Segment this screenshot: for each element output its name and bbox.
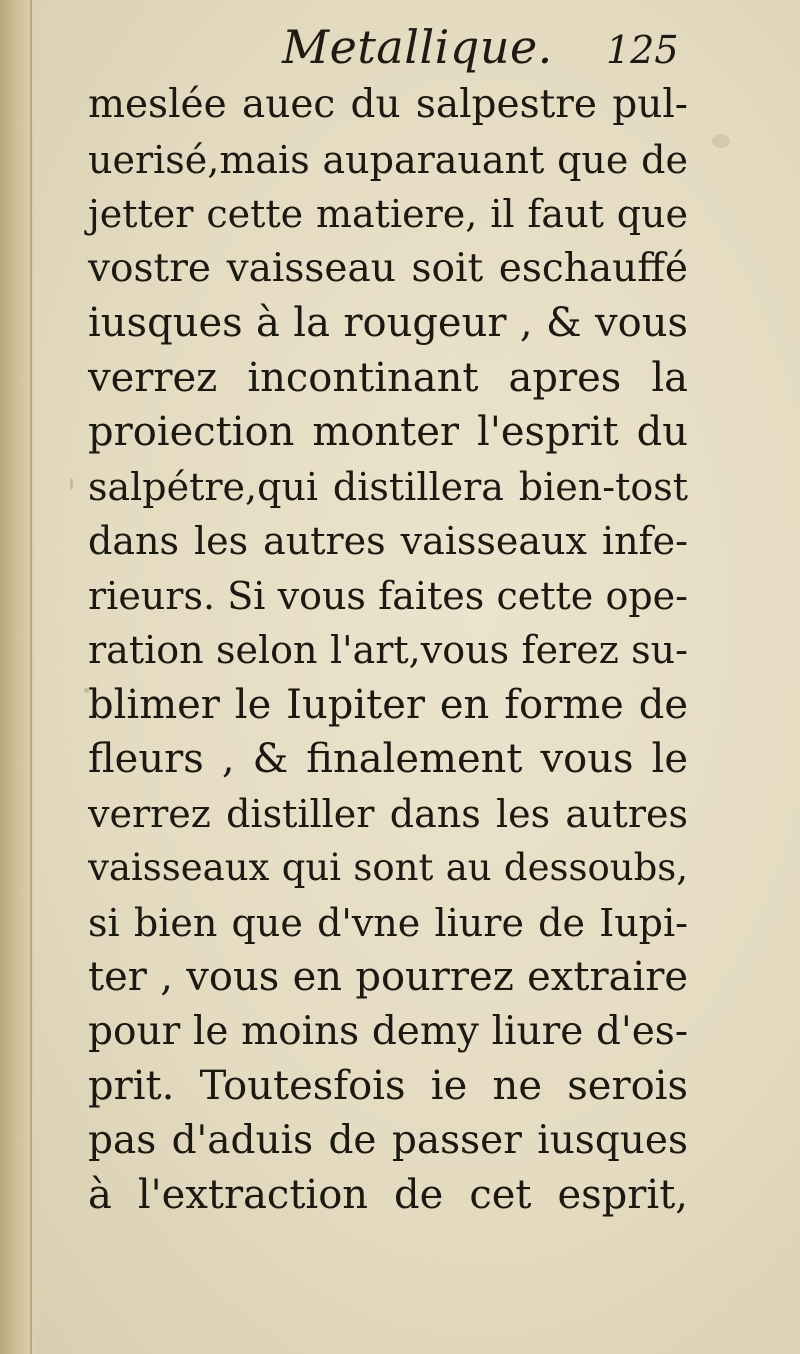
paper-speck xyxy=(84,688,89,693)
text-line: salpétre,qui distillera bien-tost xyxy=(88,464,688,509)
text-line: meslée auec du salpestre pul- xyxy=(88,82,688,127)
text-line: iusques à la rougeur , & vous xyxy=(88,300,688,346)
text-line: pour le moins demy liure d'es- xyxy=(88,1008,688,1054)
paper-speck xyxy=(70,478,73,490)
text-line: ration selon l'art,vous ferez su- xyxy=(88,628,688,672)
page-number: 125 xyxy=(606,28,679,72)
page-header xyxy=(0,14,800,84)
text-line: à l'extraction de cet esprit, xyxy=(88,1172,688,1218)
text-line: proiection monter l'esprit du xyxy=(88,409,688,455)
text-line: jetter cette matiere, il faut que xyxy=(88,192,688,236)
text-line: rieurs. Si vous faites cette ope- xyxy=(88,573,688,618)
gutter-edge xyxy=(30,0,32,1354)
text-line: blimer le Iupiter en forme de xyxy=(88,681,688,728)
text-line: verrez distiller dans les autres xyxy=(88,791,688,836)
paper-speck xyxy=(712,134,730,148)
page-gutter xyxy=(0,0,34,1354)
running-title: Metallique. xyxy=(282,20,553,74)
body-text xyxy=(88,78,688,1223)
text-line: vaisseaux qui sont au dessoubs, xyxy=(88,846,688,889)
text-line: vostre vaisseau soit eschauffé xyxy=(88,245,688,291)
text-line: fleurs , & finalement vous le xyxy=(88,736,688,782)
text-line: prit. Toutesfois ie ne serois xyxy=(88,1063,688,1109)
text-line: si bien que d'vne liure de Iupi- xyxy=(88,900,688,945)
text-line: pas d'aduis de passer iusques xyxy=(88,1117,688,1163)
text-line: uerisé,mais auparauant que de xyxy=(88,137,688,182)
text-line: ter , vous en pourrez extraire xyxy=(88,954,688,1000)
text-line: verrez incontinant apres la xyxy=(88,354,688,401)
text-line: dans les autres vaisseaux infe- xyxy=(88,519,688,563)
